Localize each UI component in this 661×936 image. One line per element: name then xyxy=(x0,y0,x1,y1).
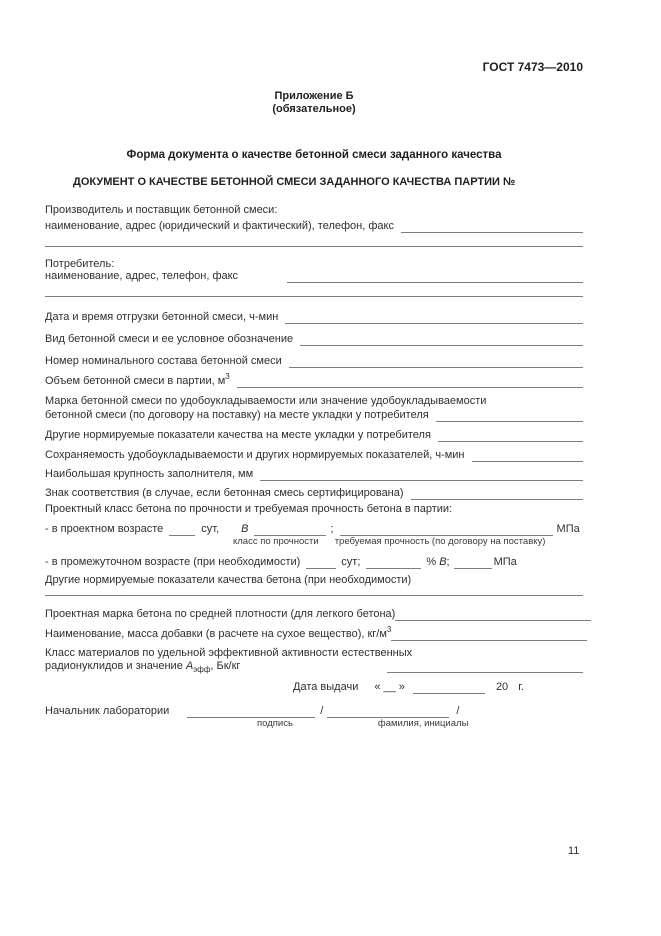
max-aggregate-row xyxy=(45,467,583,481)
interim-age-unit: сут; xyxy=(341,556,361,568)
percent-sign: % xyxy=(426,556,437,568)
other-site-quality-row xyxy=(45,428,583,442)
fill-line xyxy=(45,295,583,297)
fill-line xyxy=(287,281,583,283)
class-variable: В xyxy=(241,523,249,535)
interim-age-label: - в промежуточном возрасте (при необходимости) xyxy=(45,556,301,568)
class-variable: В xyxy=(439,556,447,568)
issue-year: 20 xyxy=(495,681,509,693)
signature-label: Начальник лаборатории xyxy=(45,705,170,717)
consumer-header: Потребитель: xyxy=(45,258,115,270)
mpa-unit: МПа xyxy=(493,556,517,568)
radionuclide-label-2: радионуклидов и значение xyxy=(45,660,183,672)
design-age-label: - в проектном возрасте xyxy=(45,523,164,535)
producer-header: Производитель и поставщик бетонной смеси: xyxy=(45,204,278,216)
radionuclide-label-1: Класс материалов по удельной эффективной активности естественных xyxy=(45,647,413,659)
issue-year-suffix: г. xyxy=(518,681,524,693)
standard-code: ГОСТ 7473—2010 xyxy=(482,60,583,74)
caption-name: фамилия, инициалы xyxy=(377,718,469,729)
signature-captions xyxy=(45,718,583,729)
fill-line xyxy=(391,639,587,641)
fill-line xyxy=(45,245,583,247)
fill-line xyxy=(285,322,583,324)
mix-kind-row xyxy=(45,332,583,346)
semicolon: ; xyxy=(446,556,450,568)
semicolon: ; xyxy=(330,523,334,535)
additive-label: Наименование, масса добавки (в расчете на сухое вещество), кг/м xyxy=(45,628,387,640)
consumer-details-row xyxy=(45,269,583,283)
radionuclide-row xyxy=(45,659,583,673)
slash: / xyxy=(320,705,324,717)
additive-row xyxy=(45,627,583,641)
design-age-captions xyxy=(45,536,583,547)
fill-line xyxy=(45,594,583,596)
fill-line xyxy=(366,567,421,569)
fill-line xyxy=(411,498,583,500)
nominal-composition-label: Номер номинального состава бетонной смеси xyxy=(45,355,282,367)
fill-line xyxy=(472,460,584,462)
design-age-unit: сут, xyxy=(201,523,220,535)
issue-date-quotes: « __ » xyxy=(374,681,405,693)
batch-volume-label: Объем бетонной смеси в партии, м xyxy=(45,375,226,387)
fill-line xyxy=(436,420,583,422)
mix-kind-label: Вид бетонной смеси и ее условное обозначение xyxy=(45,333,294,345)
fill-line xyxy=(289,366,583,368)
issue-date-row xyxy=(45,680,583,694)
max-aggregate-label: Наибольшая крупность заполнителя, мм xyxy=(45,468,254,480)
fill-line xyxy=(413,692,485,694)
workability-row xyxy=(45,408,583,422)
fill-line xyxy=(401,231,583,233)
retention-row xyxy=(45,448,583,462)
form-title: Форма документа о качестве бетонной смеси заданного качества xyxy=(126,149,502,161)
fill-line xyxy=(300,344,583,346)
nominal-composition-row xyxy=(45,354,583,368)
fill-line xyxy=(454,567,492,569)
doc-title: ДОКУМЕНТ О КАЧЕСТВЕ БЕТОННОЙ СМЕСИ ЗАДАННОГО КАЧЕСТВА ПАРТИИ № xyxy=(73,176,516,188)
retention-label: Сохраняемость удобоукладываемости и других нормируемых показателей, ч-мин xyxy=(45,449,465,461)
fill-line xyxy=(237,386,583,388)
superscript: 3 xyxy=(386,625,392,634)
fill-line xyxy=(306,567,336,569)
density-mark-row xyxy=(45,607,583,621)
producer-details-row xyxy=(45,219,583,233)
batch-volume-row xyxy=(45,374,583,388)
caption-signature: подпись xyxy=(257,718,293,729)
producer-details-label: наименование, адрес (юридический и фактический), телефон, факс xyxy=(45,220,394,232)
conformity-mark-label: Знак соответствия (в случае, если бетонная смесь сертифицирована) xyxy=(45,487,404,499)
other-site-quality-label: Другие нормируемые показатели качества на месте укладки у потребителя xyxy=(45,429,431,441)
conformity-mark-row xyxy=(45,486,583,500)
other-quality-label: Другие нормируемые показатели качества бетона (при необходимости) xyxy=(45,574,412,586)
density-mark-label: Проектная марка бетона по средней плотности (для легкого бетона) xyxy=(45,608,396,620)
appendix-note: (обязательное) xyxy=(272,103,356,115)
mpa-unit: МПа xyxy=(556,523,580,535)
caption-strength-class: класс по прочности xyxy=(233,536,319,547)
superscript: 3 xyxy=(225,372,230,381)
page-number: 11 xyxy=(568,845,580,857)
radionuclide-units: , Бк/кг xyxy=(210,660,241,672)
subscript: эфф xyxy=(193,665,211,674)
workability-label-2: бетонной смеси (по договору на поставку) на месте укладки у потребителя xyxy=(45,409,429,421)
fill-line xyxy=(395,619,591,621)
appendix-title: Приложение Б xyxy=(274,90,354,102)
design-age-row xyxy=(45,522,583,536)
consumer-details-label: наименование, адрес, телефон, факс xyxy=(45,270,239,282)
caption-required-strength: требуемая прочность (по договору на поставку) xyxy=(334,536,546,547)
interim-age-row xyxy=(45,555,583,569)
fill-line xyxy=(260,479,583,481)
fill-line xyxy=(387,671,583,673)
ship-datetime-label: Дата и время отгрузки бетонной смеси, ч-мин xyxy=(45,311,279,323)
signature-row xyxy=(45,704,583,718)
aeff-variable: А xyxy=(185,660,194,672)
fill-line xyxy=(438,440,583,442)
ship-datetime-row xyxy=(45,310,583,324)
slash: / xyxy=(456,705,460,717)
issue-date-label: Дата выдачи xyxy=(293,681,359,693)
strength-header: Проектный класс бетона по прочности и требуемая прочность бетона в партии: xyxy=(45,503,453,515)
workability-label-1: Марка бетонной смеси по удобоукладываемости или значение удобоукладываемости xyxy=(45,395,487,407)
